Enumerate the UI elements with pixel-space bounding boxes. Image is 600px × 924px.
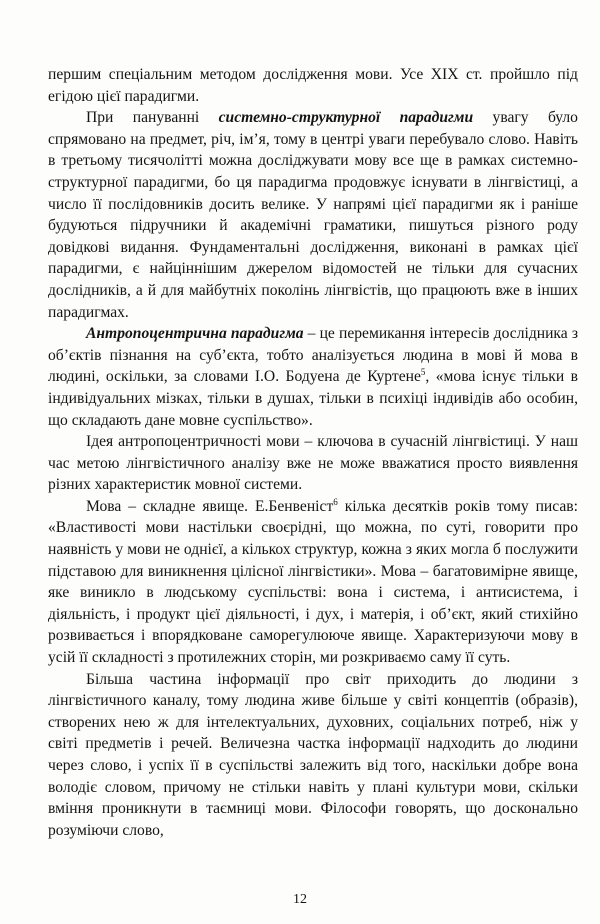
term-anthropocentric-paradigm: Антропоцентрична парадигма <box>86 325 304 343</box>
footnote-ref-5: 5 <box>420 367 426 378</box>
paragraph-6 <box>48 669 578 842</box>
paragraph-3-text-b: , «мова існує тільки в індивідуальних мізках, тільки в душах, тільки в психіці індивідів або особин, що складають дане мовне суспільство». <box>48 368 579 429</box>
paragraph-5-text-b: кілька десятків років тому писав: «Властивості мови настільки своєрідні, що можна, по суті, говорити про наявність у мови не однієї, а кількох структур, кожна з яких могла б послужити підставою для виникнення цілісної лінгвістики». Мова – багатовимірне явище, яке виникло в людському суспільстві: вона і система, і антисистема, і діяльність, і продукт цієї діяльності, і дух, і матерія, і об’єкт, який стихійно розвивається і впорядковане саморегулююче явище. Характеризуючи мову в усій її складності з протилежних сторін, ми розкриваємо саму її суть. <box>48 497 578 667</box>
paragraph-2 <box>48 107 578 323</box>
paragraph-1 <box>48 64 578 107</box>
body-text <box>48 64 578 841</box>
term-system-structural-paradigm: системно-структурної парадигми <box>218 109 474 127</box>
paragraph-5-text-a: Мова – складне явище. Е.Бенвеніст <box>86 497 334 515</box>
footnote-ref-6: 6 <box>333 496 338 507</box>
paragraph-2-lead: При пануванні <box>86 109 219 127</box>
paragraph-3 <box>48 323 578 431</box>
paragraph-3-text-a: – це перемикання інтересів дослідника з об’єктів пізнання на суб’єкта, тобто аналізується людина в мові й мова в людині, оскільки, за словами І.О. Бодуена де Куртене <box>48 325 578 386</box>
paragraph-1-text: першим спеціальним методом дослідження мови. Усе XIX ст. пройшло під егідою цієї парадигми. <box>48 66 578 105</box>
paragraph-4 <box>48 431 578 496</box>
paragraph-6-text: Більша частина інформації про світ приходить до людини з лінгвістичного каналу, тому людина живе більше у світі концептів (образів), створених нею ж для інтелектуальних, духовних, соціальних потреб, ніж у світі предметів і речей. Величезна частка інформації надходить до людини через слово, і успіх її в суспільстві залежить від того, наскільки добре вона володіє словом, причому не стільки навіть у плані культури мови, скільки вміння проникнути в таємниці мови. Філософи говорять, що досконально розуміючи слово, <box>48 670 578 839</box>
paragraph-2-text: увагу було спрямовано на предмет, річ, ім’я, тому в центрі уваги перебувало слово. Навіть в третьому тисячолітті можна досліджувати мову все ще в рамках системно-структурної парадигми, бо ця парадигма продовжує існувати в лінгвістиці, а число її послідовників досить велике. У напрямі цієї парадигми як і раніше будуються підручники й академічні граматики, пишуться різного роду довідкові видання. Фундаментальні дослідження, виконані в рамках цієї парадигми, є найціннішим джерелом відомостей не тільки для сучасних дослідників, а й для майбутніх поколінь лінгвістів, що працюють вже в інших парадигмах. <box>48 109 578 321</box>
page-number: 12 <box>293 892 307 907</box>
paragraph-5 <box>48 496 578 669</box>
paragraph-4-text: Ідея антропоцентричності мови – ключова в сучасній лінгвістиці. У наш час метою лінгвістичного аналізу вже не може вважатися просто виявлення різних характеристик мовної системи. <box>48 433 578 494</box>
